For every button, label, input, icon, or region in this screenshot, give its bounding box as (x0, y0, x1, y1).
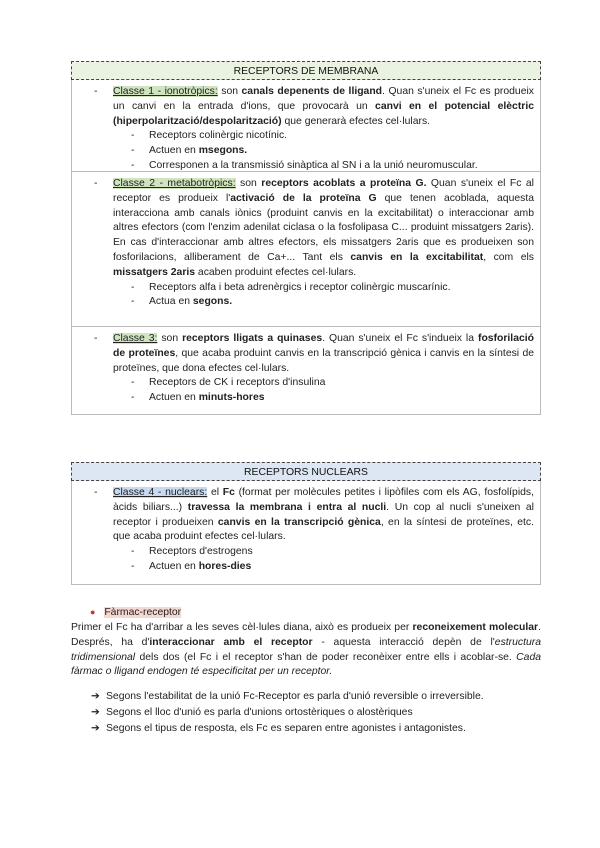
arrow-item-1 (91, 690, 484, 705)
farmac-heading-text: Fàrmac-receptor (104, 607, 182, 618)
dash: - (131, 130, 135, 142)
text: . Després, ha d' (71, 622, 541, 648)
bold-text: fosforilació de proteïnes (113, 333, 534, 359)
arrow-icon: ➔ (91, 723, 100, 734)
text: son (235, 178, 262, 189)
bold-text: hores-dies (198, 560, 252, 572)
dash: - (131, 159, 135, 171)
text: acaben produint efectes cel·lulars. (195, 266, 357, 278)
text: Quan s'uneix el Fc al receptor es produeix l' (113, 178, 534, 204)
text: (format per molècules petites i lipòfiles com els AG, fosfolípids, àcids biliars...) (113, 487, 534, 513)
text: Receptors de CK i receptors d'insulina (149, 377, 326, 389)
nuclear-title: RECEPTORS NUCLEARS (244, 467, 368, 478)
class2-paragraph (113, 172, 534, 281)
bold-text: activació de la proteïna G (230, 192, 377, 204)
bold-text: interaccionar amb el receptor (149, 636, 313, 648)
text: . Un cop al nucli s'uneixen al receptor i produeixen (113, 501, 534, 528)
membrane-section (71, 61, 541, 415)
class1-label: Classe 1 - ionotròpics: (113, 86, 218, 97)
membrane-header (71, 61, 541, 80)
text: Actua en (149, 296, 193, 308)
text: - aquesta interacció depèn de l' (312, 636, 495, 648)
dash: - (94, 178, 98, 189)
bullet-icon: ● (90, 607, 96, 617)
class2-sub-1 (72, 281, 540, 296)
bold-text: canvi en el potencial elèctric (hiperpolarització/despolarització) (113, 100, 534, 127)
farmac-heading (90, 605, 181, 621)
text: Receptors d'estrogens (149, 546, 253, 558)
class1-paragraph (113, 80, 534, 129)
dash: - (131, 296, 135, 308)
membrane-title: RECEPTORS DE MEMBRANA (233, 66, 379, 77)
text: que tenen acoblada, aquesta interacciona amb canals iònics (produint canvis en la excitabilitat) o interaccionar amb altres efectors (com l'enzim adenilat ciclasa o la fosfolipasa C... produint missatgers 2aris). En cas d'interaccionar amb altres efectors, els missatgers 2aris que es produeixen son fosforilacions, alliberament de Ca+... Tant els (113, 192, 534, 263)
bold-text: msegons. (198, 145, 248, 157)
bold-text: receptors acoblats a proteïna G. (261, 178, 427, 189)
dash: - (131, 560, 135, 572)
text: . Quan s'uneix el Fc s'indueix la (322, 333, 478, 344)
bold-text: Fc (222, 487, 235, 498)
nuclear-header (71, 462, 541, 481)
bold-text: canvis en la transcripció gènica (217, 516, 381, 528)
arrow-item-3 (91, 722, 466, 737)
text: Segons el lloc d'unió es parla d'unions ortostèriques o alostèriques (106, 707, 413, 718)
class2-label: Classe 2 - metabotròpics: (113, 178, 236, 189)
bold-text: missatgers 2aris (113, 266, 196, 278)
class4-paragraph (113, 481, 534, 545)
class1-sub-2 (72, 144, 540, 159)
class3-label: Classe 3: (113, 333, 158, 344)
bold-text: receptors lligats a quinases (182, 333, 323, 344)
text: son (157, 333, 183, 344)
text: dels dos (el Fc i el receptor s'han de poder reconèixer entre ells i acoblar-se. (135, 651, 517, 663)
class3-sub-2 (72, 391, 540, 406)
dash: - (94, 487, 98, 498)
arrow-icon: ➔ (91, 707, 100, 718)
class3-sub-1 (72, 376, 540, 391)
text: el (207, 487, 223, 498)
dash: - (131, 392, 135, 404)
class4-sub-2 (72, 560, 540, 575)
dash: - (131, 145, 135, 157)
arrow-icon: ➔ (91, 691, 100, 702)
class1-cell (71, 80, 541, 172)
class3-cell (71, 327, 541, 415)
text: Receptors colinèrgic nicotínic. (149, 130, 288, 142)
italic-text: Cada fàrmac o lligand endogen té especificitat per un receptor. (71, 651, 541, 678)
text: . Quan s'uneix el Fc es produeix un canvi en la entrada d'ions, que provocarà un (113, 86, 534, 112)
text: , que acaba produint canvis en la transcripció gènica i canvis en la síntesi de proteïnes, que dona efectes cel·lulars. (113, 347, 534, 374)
text: Actuen en (149, 145, 199, 157)
class4-sub-1 (72, 545, 540, 560)
class4-label: Classe 4 - nuclears: (113, 487, 208, 498)
text: Segons l'estabilitat de la unió Fc-Receptor es parla d'unió reversible o irreversible. (106, 691, 484, 702)
class2-sub-2 (72, 295, 540, 310)
text: Segons el tipus de resposta, els Fc es separen entre agonistes i antagonistes. (106, 723, 466, 734)
arrow-item-2 (91, 706, 413, 721)
bold-text: reconeixement molecular (412, 622, 539, 633)
text: , en la síntesi de proteïnes, etc. que acaba produint efectes cel·lulars. (113, 516, 534, 543)
text: son (217, 86, 242, 97)
dash: - (94, 333, 98, 344)
dash: - (131, 377, 135, 389)
text: Receptors alfa i beta adrenèrgics i receptor colinèrgic muscarínic. (149, 281, 451, 293)
dash: - (131, 281, 135, 293)
class2-cell (71, 172, 541, 327)
bold-text: canals depenents de lligand (241, 86, 383, 97)
text: Primer el Fc ha d'arribar a les seves cèl·lules diana, això es produeix per (71, 622, 413, 633)
class3-paragraph (113, 327, 534, 376)
farmac-paragraph (71, 621, 541, 680)
text: que generarà efectes cel·lulars. (281, 115, 431, 127)
italic-text: estructura tridimensional (71, 636, 541, 663)
text: , com els (483, 251, 534, 263)
text: Corresponen a la transmissió sinàptica al SN i a la unió neuromuscular. (149, 159, 478, 171)
dash: - (131, 546, 135, 558)
text: Actuen en (149, 392, 199, 404)
bold-text: segons. (192, 296, 233, 308)
nuclear-section (71, 462, 541, 585)
text: Actuen en (149, 560, 199, 572)
bold-text: travessa la membrana i entra al nucli (187, 501, 387, 513)
class1-sub-1 (72, 129, 540, 144)
bold-text: minuts-hores (198, 392, 265, 404)
class4-cell (71, 481, 541, 585)
dash: - (94, 86, 98, 97)
bold-text: canvis en la excitabilitat (350, 251, 484, 263)
